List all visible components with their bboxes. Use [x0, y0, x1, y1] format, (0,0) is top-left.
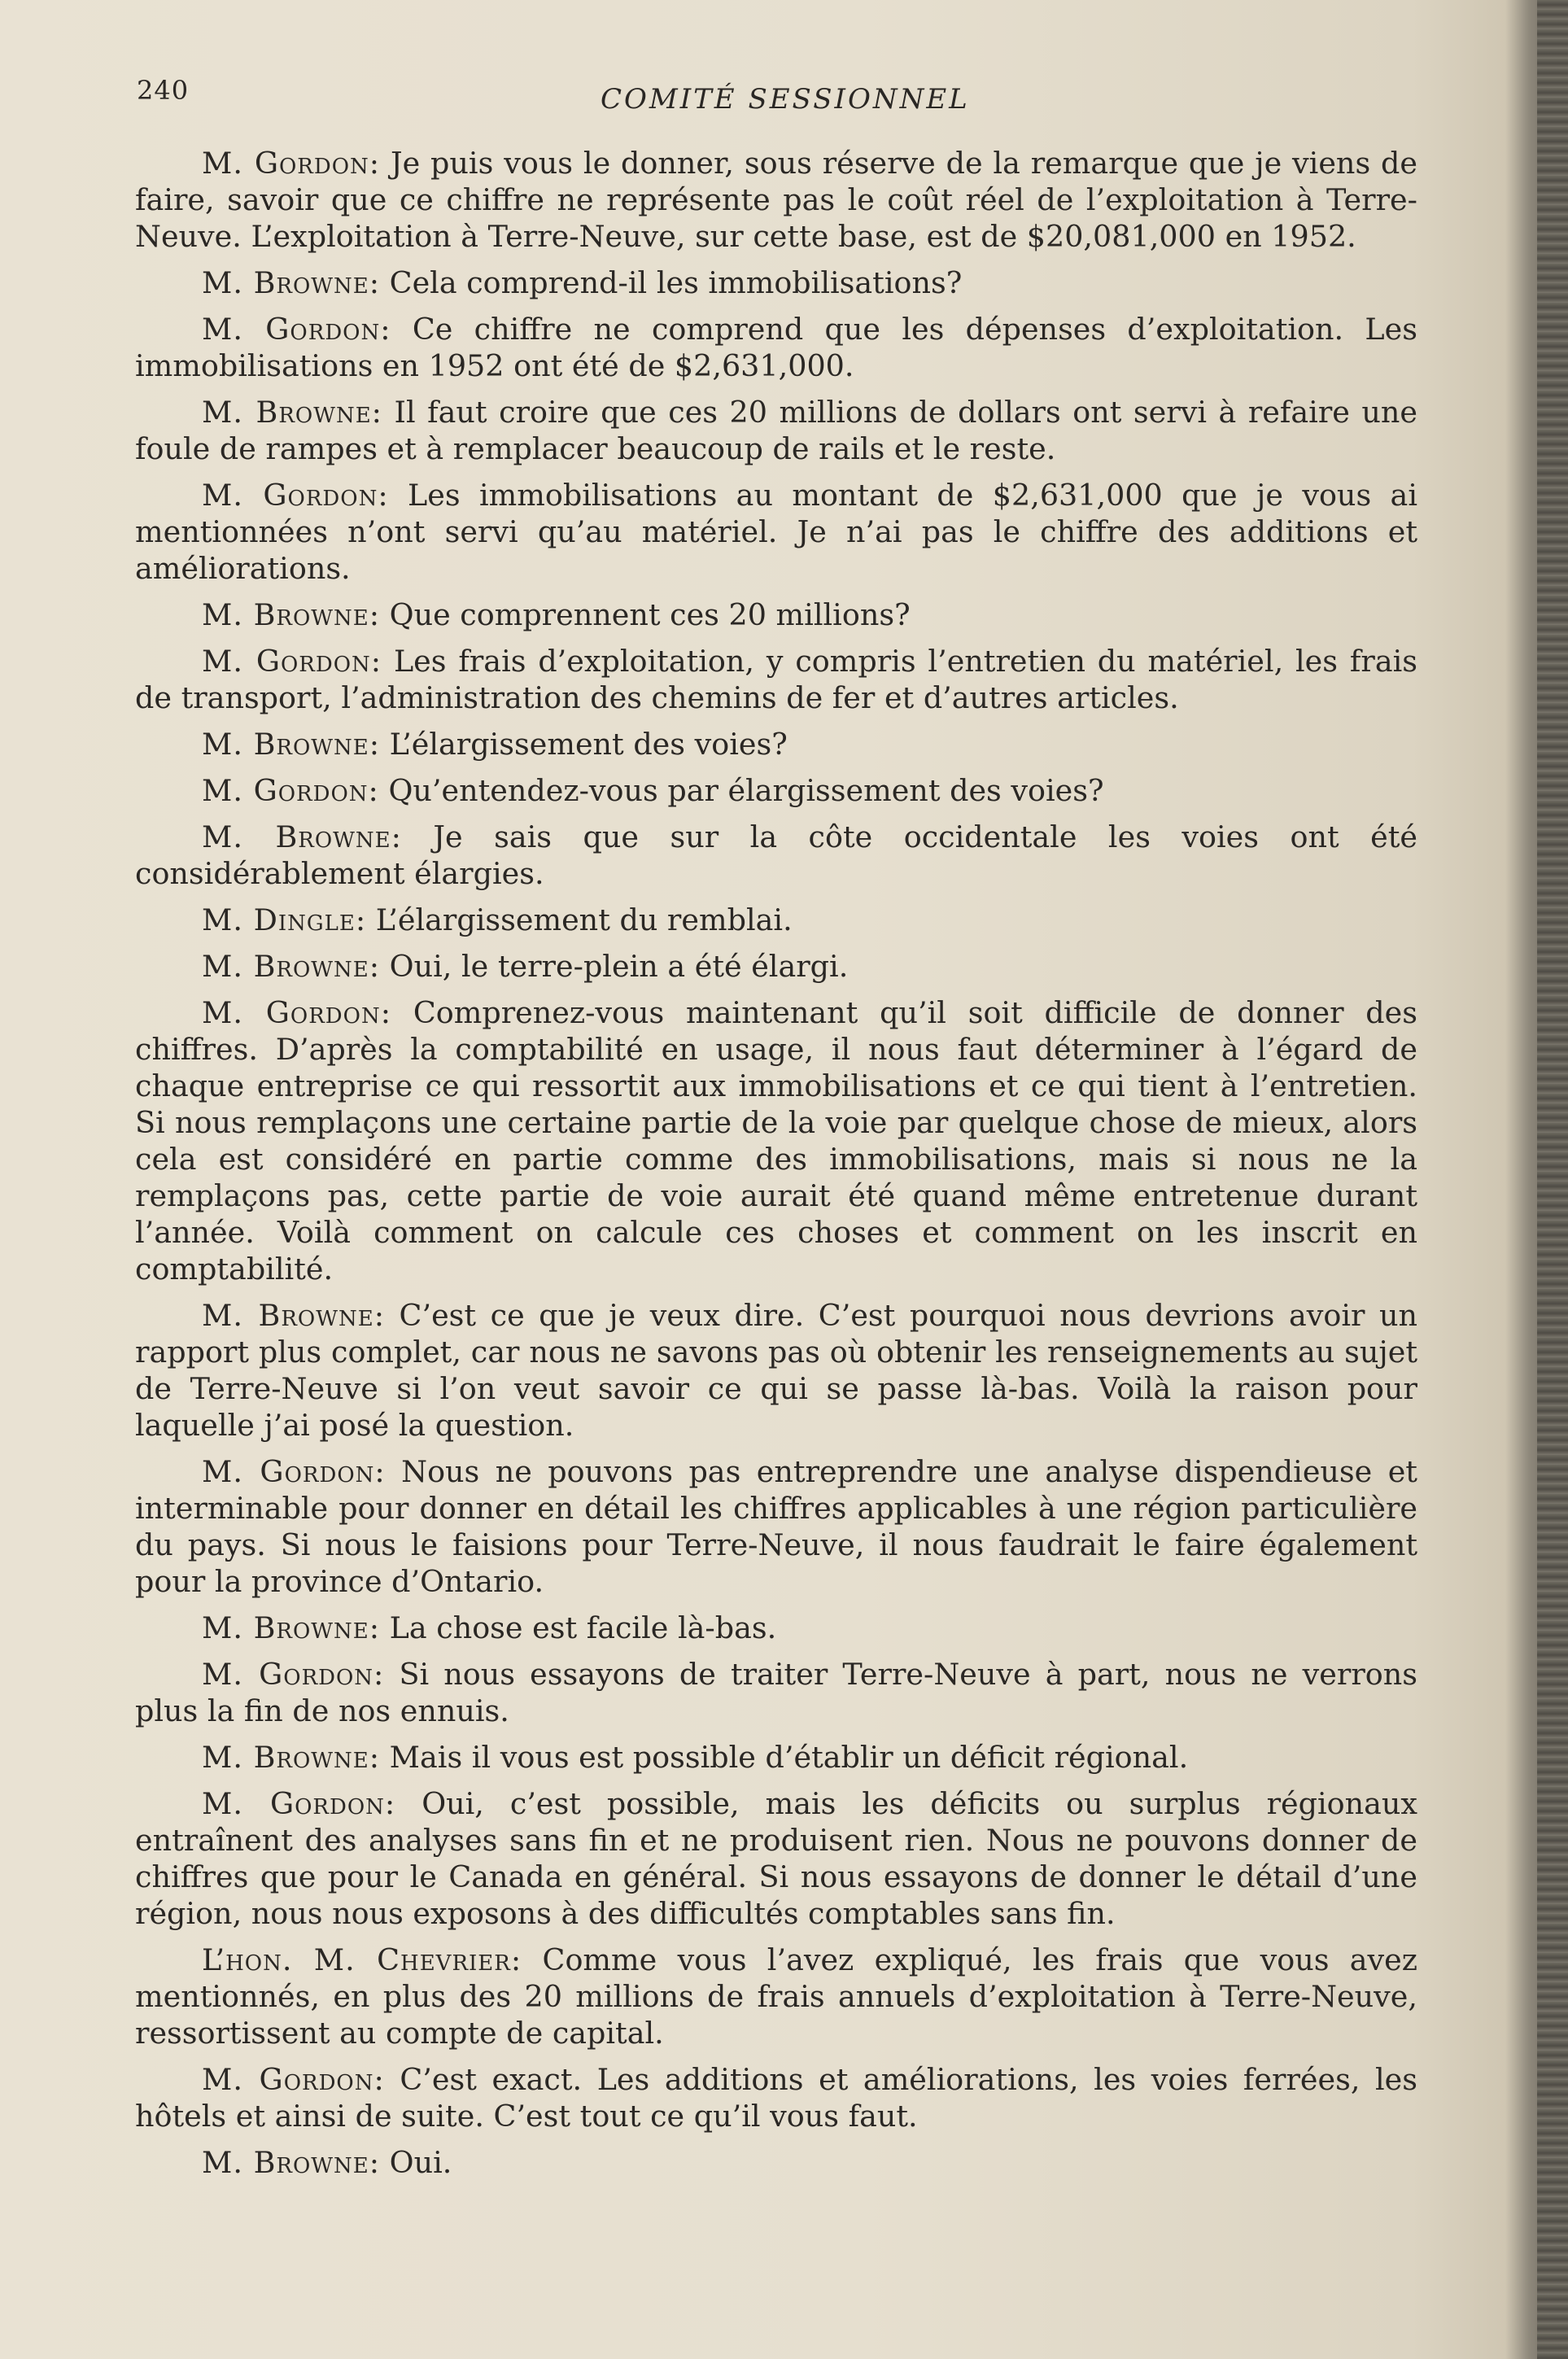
speech-text: L’élargissement des voies?: [389, 727, 788, 762]
speech-text: Oui.: [389, 2145, 452, 2180]
speaker-name: M. Gordon:: [202, 2062, 385, 2097]
transcript-paragraph: [135, 1453, 1417, 1600]
speech-text: C’est ce que je veux dire. C’est pourquoi nous devrions avoir un rapport plus complet, car nous ne savons pas où obtenir les renseignements au sujet de Terre-Neuve si l’on veut savoir ce qui se passe là-bas. Voilà la raison pour laquelle j’ai posé la question.: [135, 1298, 1417, 1443]
transcript-paragraph: [135, 772, 1417, 809]
transcript-paragraph: [135, 1610, 1417, 1646]
speaker-name: M. Dingle:: [202, 902, 367, 937]
transcript-paragraph: [135, 994, 1417, 1287]
speaker-name: M. Gordon:: [202, 146, 381, 181]
speaker-name: M. Gordon:: [202, 478, 389, 513]
page-number: 240: [137, 75, 190, 106]
transcript-paragraph: [135, 596, 1417, 633]
speaker-name: L’hon. M. Chevrier:: [202, 1942, 522, 1977]
speech-text: Que comprennent ces 20 millions?: [389, 597, 911, 632]
speaker-name: M. Gordon:: [202, 644, 382, 679]
speech-text: Je puis vous le donner, sous réserve de la remarque que je viens de faire, savoir que ce chiffre ne représente pas le coût réel de l’exploitation à Terre-Neuve. L’exploitation à Terre-Neuve, sur cette base, est de $20,081,000 en 1952.: [135, 146, 1417, 254]
speech-text: Comprenez-vous maintenant qu’il soit difficile de donner des chiffres. D’après la comptabilité en usage, il nous faut déterminer à l’égard de chaque entreprise ce qui ressortit aux immobilisations et ce qui tient à l’entretien. Si nous remplaçons une certaine partie de la voie par quelque chose de mieux, alors cela est considéré en partie comme des immobilisations, mais si nous ne la remplaçons pas, cette partie de voie aurait été quand même entretenue durant l’année. Voilà comment on calcule ces choses et comment on les inscrit en comptabilité.: [135, 995, 1417, 1287]
speech-text: La chose est facile là-bas.: [389, 1610, 777, 1645]
speaker-name: M. Browne:: [202, 1610, 381, 1645]
speaker-name: M. Browne:: [202, 597, 381, 632]
speech-text: Oui, c’est possible, mais les déficits ou surplus régionaux entraînent des analyses sans fin et ne produisent rien. Nous ne pouvons donner de chiffres que pour le Canada en général. Si nous essayons de donner le détail d’une région, nous nous exposons à des difficultés comptables sans fin.: [135, 1786, 1417, 1931]
transcript-paragraph: [135, 819, 1417, 892]
transcript-paragraph: [135, 643, 1417, 716]
speech-text: Il faut croire que ces 20 millions de dollars ont servi à refaire une foule de rampes et à remplacer beaucoup de rails et le reste.: [135, 395, 1418, 466]
transcript-paragraph: [135, 948, 1417, 985]
speech-text: Qu’entendez-vous par élargissement des voies?: [388, 773, 1104, 808]
speech-text: C’est exact. Les additions et améliorations, les voies ferrées, les hôtels et ainsi de suite. C’est tout ce qu’il vous faut.: [135, 2062, 1417, 2134]
speaker-name: M. Browne:: [202, 265, 381, 300]
transcript-paragraph: [135, 264, 1417, 301]
speaker-name: M. Browne:: [202, 1740, 381, 1775]
transcript-paragraph: [135, 1739, 1417, 1776]
transcript-paragraph: [135, 726, 1417, 762]
transcript-paragraph: [135, 311, 1417, 384]
transcript-paragraph: [135, 2061, 1417, 2134]
speaker-name: M. Gordon:: [202, 1657, 385, 1692]
speech-text: Mais il vous est possible d’établir un déficit régional.: [389, 1740, 1189, 1775]
transcript-paragraph: [135, 477, 1417, 587]
speaker-name: M. Gordon:: [202, 1454, 386, 1489]
speech-text: Ce chiffre ne comprend que les dépenses d’exploitation. Les immobilisations en 1952 ont été de $2,631,000.: [135, 312, 1417, 383]
transcript-paragraph: [135, 1785, 1417, 1932]
speaker-name: M. Browne:: [202, 949, 381, 984]
running-head: COMITÉ SESSIONNEL: [601, 83, 970, 116]
transcript-paragraph: [135, 1297, 1417, 1444]
speech-text: Nous ne pouvons pas entreprendre une analyse dispendieuse et interminable pour donner en détail les chiffres applicables à une région particulière du pays. Si nous le faisions pour Terre-Neuve, il nous faudrait le faire également pour la province d’Ontario.: [135, 1454, 1417, 1599]
book-binding-edge: [1537, 0, 1568, 2359]
transcript-paragraph: [135, 1656, 1417, 1729]
speaker-name: M. Gordon:: [202, 773, 379, 808]
speech-text: Si nous essayons de traiter Terre-Neuve à part, nous ne verrons plus la fin de nos ennuis.: [135, 1657, 1417, 1728]
transcript-paragraph: [135, 145, 1417, 255]
speaker-name: M. Browne:: [202, 1298, 385, 1333]
speaker-name: M. Gordon:: [202, 312, 391, 347]
transcript-paragraph: [135, 902, 1417, 938]
speech-text: Comme vous l’avez expliqué, les frais que vous avez mentionnés, en plus des 20 millions de frais annuels d’exploitation à Terre-Neuve, ressortissent au compte de capital.: [135, 1942, 1417, 2051]
speaker-name: M. Browne:: [202, 2145, 381, 2180]
speech-text: Les immobilisations au montant de $2,631,000 que je vous ai mentionnées n’ont servi qu’au matériel. Je n’ai pas le chiffre des additions et améliorations.: [135, 478, 1417, 586]
transcript-paragraph: [135, 1942, 1417, 2051]
transcript-paragraph: [135, 394, 1417, 467]
transcript-body: [135, 145, 1417, 2191]
page-header: [137, 75, 1422, 124]
speaker-name: M. Browne:: [202, 819, 402, 854]
speaker-name: M. Gordon:: [202, 1786, 396, 1821]
transcript-paragraph: [135, 2144, 1417, 2181]
speech-text: L’élargissement du remblai.: [375, 902, 793, 937]
speaker-name: M. Browne:: [202, 395, 382, 430]
speaker-name: M. Gordon:: [202, 995, 392, 1030]
speech-text: Oui, le terre-plein a été élargi.: [389, 949, 849, 984]
speech-text: Cela comprend-il les immobilisations?: [389, 265, 963, 300]
speech-text: Je sais que sur la côte occidentale les voies ont été considérablement élargies.: [135, 819, 1417, 891]
speech-text: Les frais d’exploitation, y compris l’entretien du matériel, les frais de transport, l’administration des chemins de fer et d’autres articles.: [135, 644, 1417, 715]
speaker-name: M. Browne:: [202, 727, 381, 762]
